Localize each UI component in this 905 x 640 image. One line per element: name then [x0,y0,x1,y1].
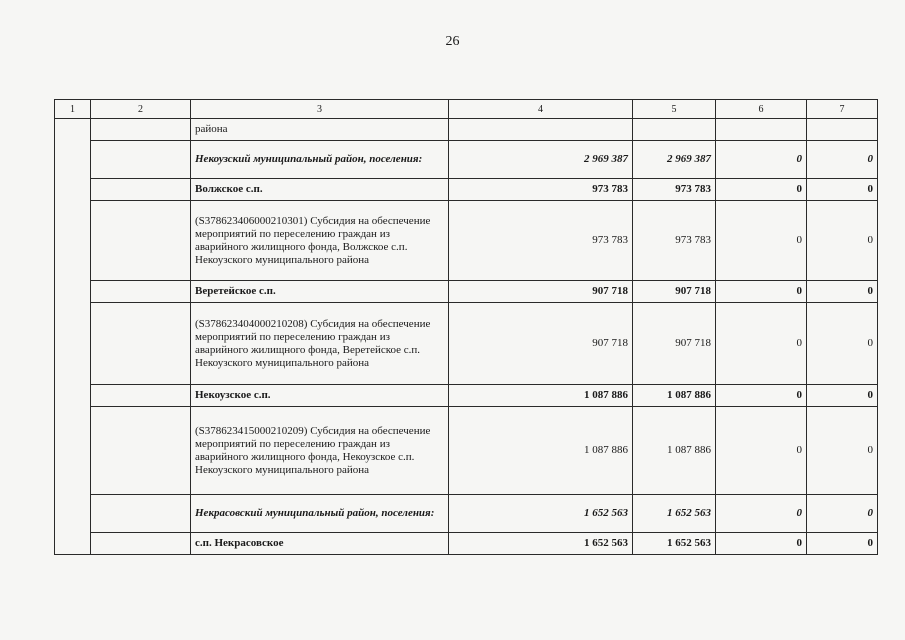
value-col-5: 1 087 886 [633,385,716,407]
page-number: 26 [445,34,460,49]
column-2-cell [91,281,191,303]
value-col-5: 973 783 [633,201,716,281]
value-col-5: 907 718 [633,303,716,385]
value-col-5: 907 718 [633,281,716,303]
row-description: (S378623406000210301) Субсидия на обеспечение мероприятий по переселению граждан из аварийного жилищного фонда, Волжское с.п. Некоузского муниципального района [191,201,449,281]
column-2-cell [91,119,191,141]
value-col-7: 0 [807,533,878,555]
column-2-cell [91,533,191,555]
value-col-4: 1 087 886 [449,407,633,495]
value-col-7: 0 [807,281,878,303]
value-col-4: 907 718 [449,303,633,385]
column-2-cell [91,385,191,407]
table-row [55,141,878,179]
table-row [55,119,878,141]
row-description: Волжское с.п. [191,179,449,201]
table-row [55,407,878,495]
value-col-7 [807,119,878,141]
value-col-7: 0 [807,385,878,407]
column-2-cell [91,407,191,495]
table-row [55,303,878,385]
value-col-4: 1 087 886 [449,385,633,407]
column-2-cell [91,495,191,533]
table-row [55,533,878,555]
value-col-6: 0 [716,533,807,555]
value-col-5: 1 087 886 [633,407,716,495]
table-row [55,385,878,407]
value-col-5: 1 652 563 [633,495,716,533]
value-col-5 [633,119,716,141]
column-2-cell [91,303,191,385]
value-col-6: 0 [716,495,807,533]
column-1-cell [55,119,91,555]
value-col-6: 0 [716,281,807,303]
column-2-cell [91,201,191,281]
value-col-7: 0 [807,303,878,385]
row-description: с.п. Некрасовское [191,533,449,555]
value-col-4: 1 652 563 [449,533,633,555]
column-header-6: 6 [716,100,807,119]
value-col-4: 1 652 563 [449,495,633,533]
value-col-7: 0 [807,141,878,179]
table-row [55,281,878,303]
column-number-row [55,100,878,119]
value-col-6 [716,119,807,141]
value-col-6: 0 [716,303,807,385]
row-description: Веретейское с.п. [191,281,449,303]
value-col-5: 1 652 563 [633,533,716,555]
value-col-6: 0 [716,201,807,281]
value-col-5: 973 783 [633,179,716,201]
value-col-6: 0 [716,385,807,407]
column-2-cell [91,141,191,179]
column-header-5: 5 [633,100,716,119]
column-header-7: 7 [807,100,878,119]
row-description: Некоузский муниципальный район, поселения: [191,141,449,179]
value-col-4: 2 969 387 [449,141,633,179]
value-col-7: 0 [807,179,878,201]
value-col-4: 973 783 [449,179,633,201]
value-col-6: 0 [716,141,807,179]
column-2-cell [91,179,191,201]
value-col-6: 0 [716,179,807,201]
table-row [55,179,878,201]
column-header-2: 2 [91,100,191,119]
table-row [55,495,878,533]
budget-table [54,99,878,555]
value-col-7: 0 [807,201,878,281]
value-col-4 [449,119,633,141]
value-col-5: 2 969 387 [633,141,716,179]
row-description: (S378623404000210208) Субсидия на обеспечение мероприятий по переселению граждан из аварийного жилищного фонда, Веретейское с.п. Некоузского муниципального района [191,303,449,385]
column-header-4: 4 [449,100,633,119]
value-col-7: 0 [807,407,878,495]
table-row [55,201,878,281]
row-description: района [191,119,449,141]
value-col-4: 973 783 [449,201,633,281]
value-col-6: 0 [716,407,807,495]
value-col-7: 0 [807,495,878,533]
value-col-4: 907 718 [449,281,633,303]
column-header-1: 1 [55,100,91,119]
row-description: Некрасовский муниципальный район, поселения: [191,495,449,533]
row-description: Некоузское с.п. [191,385,449,407]
column-header-3: 3 [191,100,449,119]
row-description: (S378623415000210209) Субсидия на обеспечение мероприятий по переселению граждан из аварийного жилищного фонда, Некоузское с.п. Некоузского муниципального района [191,407,449,495]
